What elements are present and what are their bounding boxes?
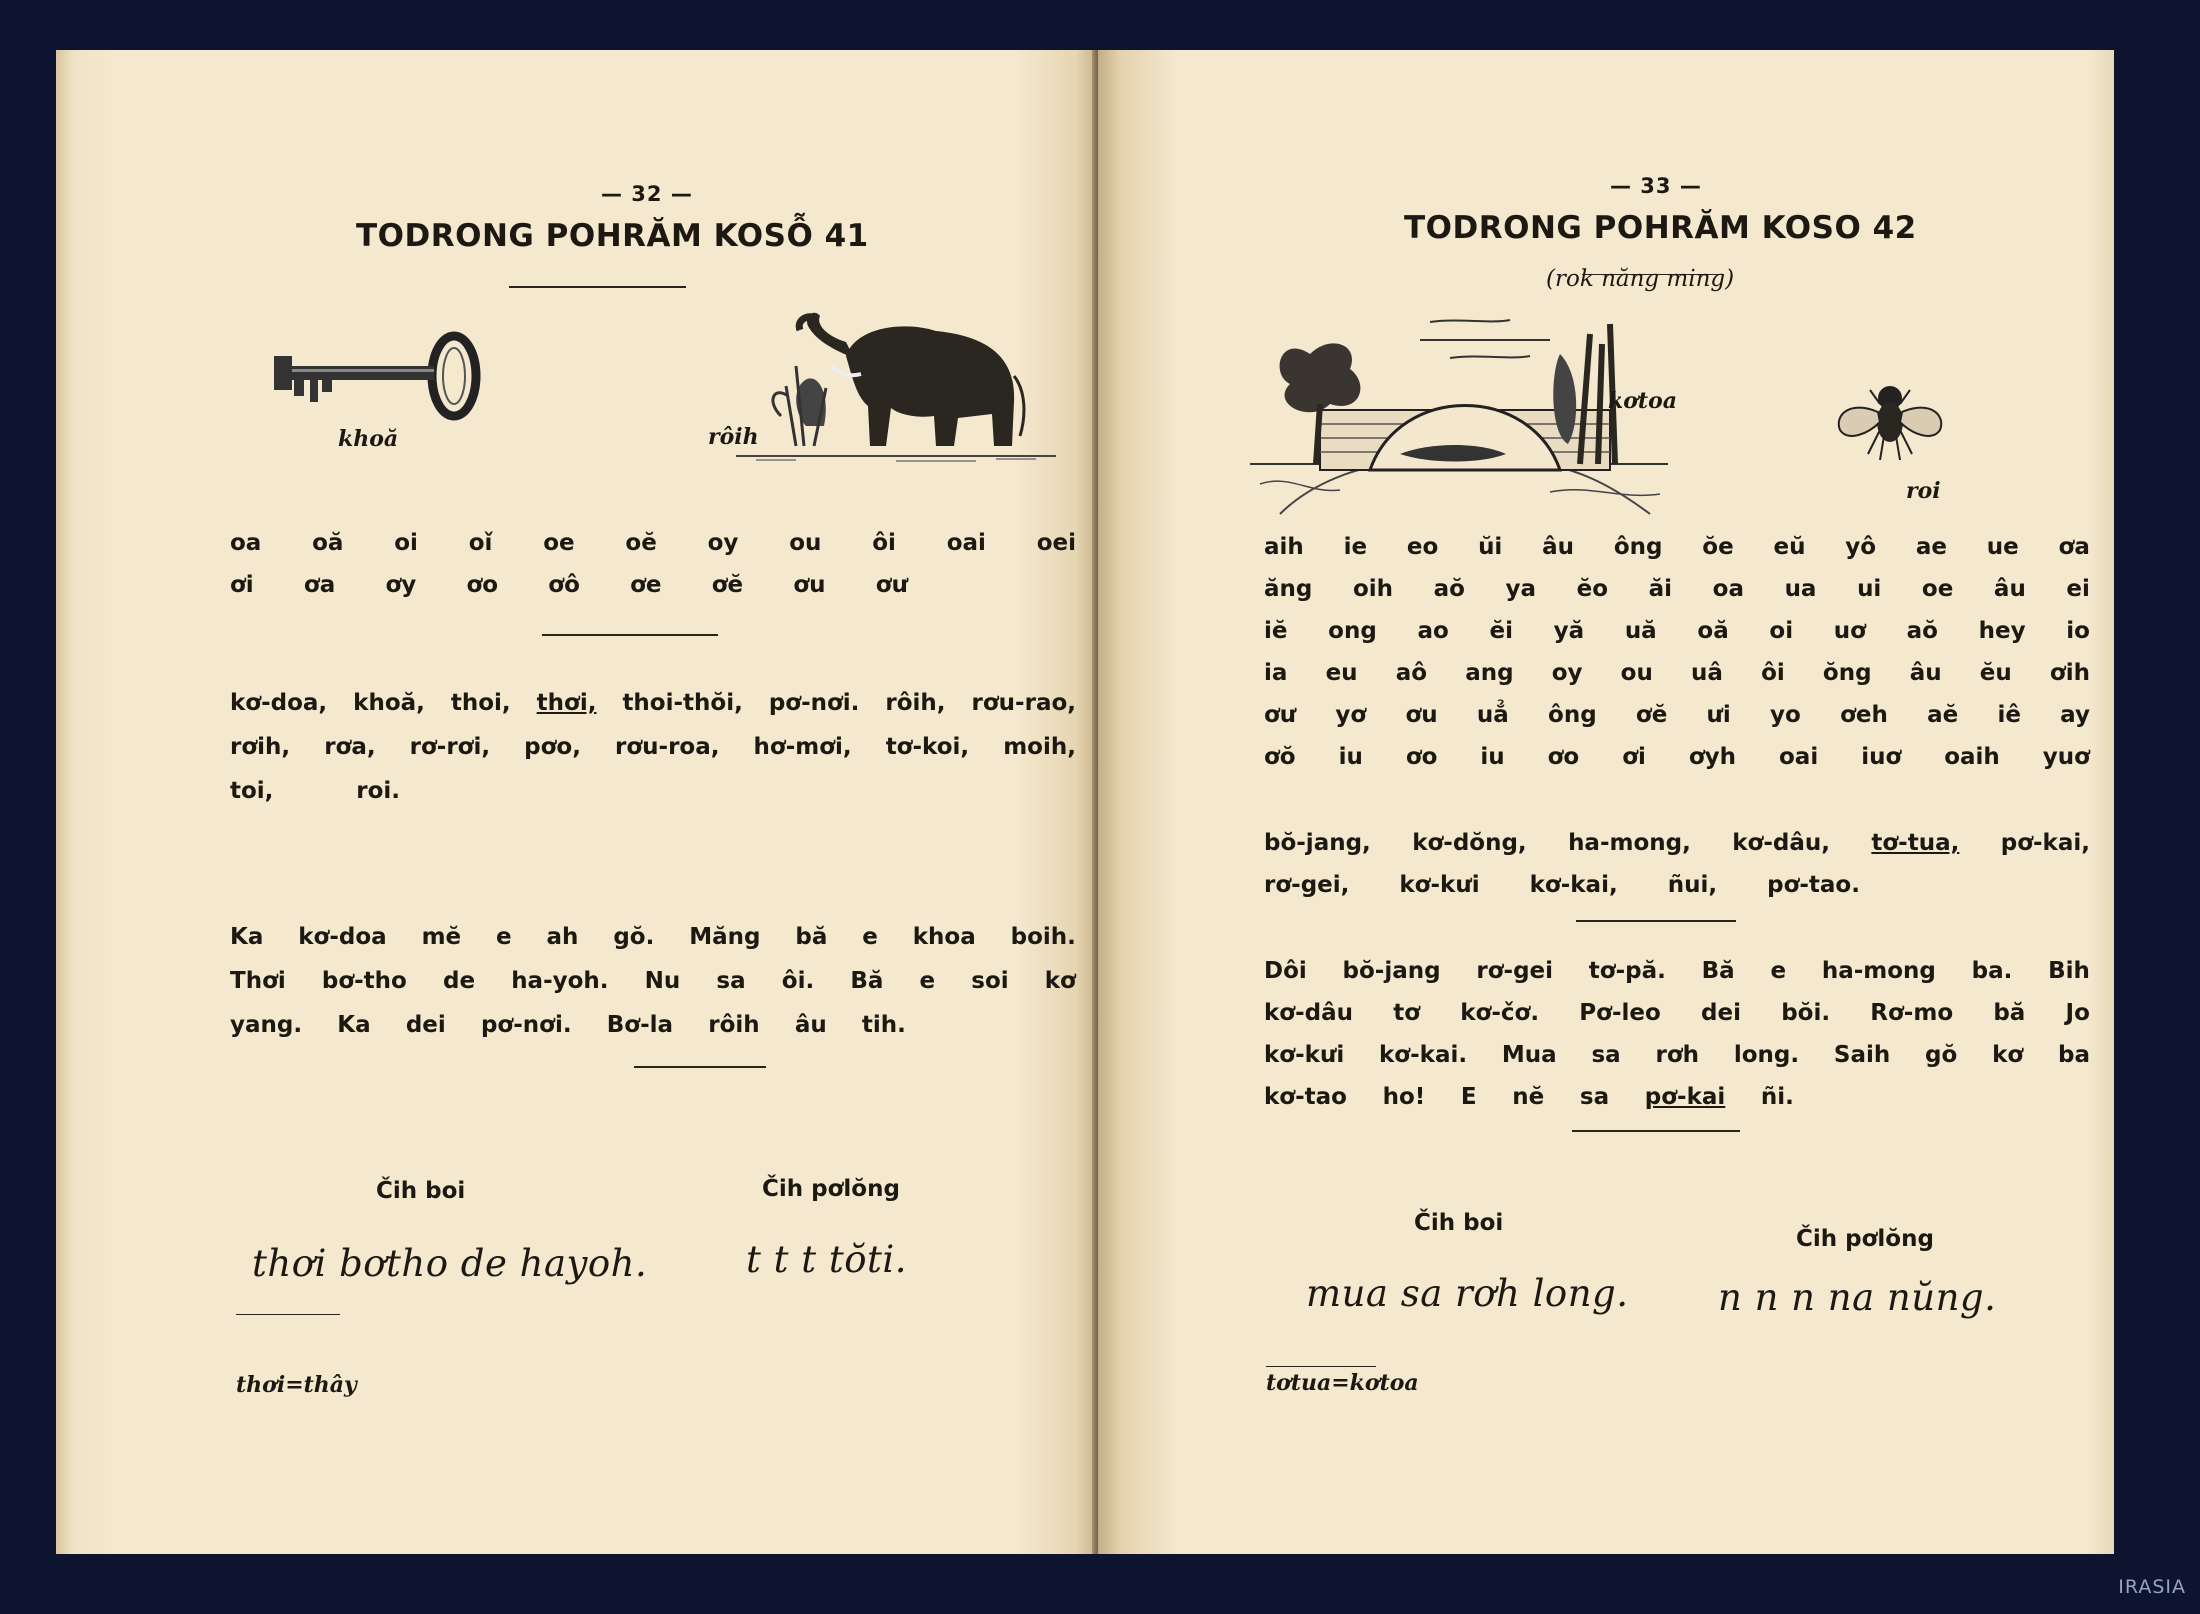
vowel-row-1: oa oă oi oǐ oe oĕ oy ou ôi oai oei [230, 530, 1076, 556]
page-number: — 33 — [1610, 174, 1702, 198]
sentence-line-3: yang. Ka dei pơ-nơi. Bơ-la rôih âu tih. [230, 1012, 906, 1038]
section-rule [1572, 1130, 1740, 1132]
open-book [56, 50, 2114, 1554]
writing-label-left: Čih boi [1414, 1210, 1504, 1236]
word-line-2: rơih, rơa, rơ-rơi, pơo, rơu-roa, hơ-mơi, tơ-koi, moih, [230, 734, 1076, 760]
footnote-rule [1266, 1366, 1376, 1367]
right-page [1098, 50, 2114, 1554]
vowel-row-3: iĕ ong ao ĕi yă uă oă oi uơ aŏ hey io [1264, 618, 2090, 644]
section-rule [634, 1066, 766, 1068]
bridge-illustration [1250, 314, 1668, 516]
section-rule [1576, 920, 1736, 922]
bridge-caption: kơtoa [1608, 388, 1678, 414]
handwriting-left: mua sa rơh long. [1306, 1272, 1629, 1315]
handwriting-right: n n n na nŭng. [1718, 1276, 1997, 1319]
vowel-row-2: ơi ơa ơy ơo ơô ơe ơĕ ơu ơư [230, 572, 908, 598]
footnote-rule [236, 1314, 340, 1315]
lesson-title: TODRONG POHRĂM KOSỖ 41 [356, 218, 869, 254]
left-page [56, 50, 1096, 1554]
sentence-line-3: kơ-kưi kơ-kai. Mua sa rơh long. Saih gŏ kơ ba [1264, 1042, 2090, 1068]
underlined-word: tơ-tua, [1871, 830, 1960, 856]
watermark: IRASIA [2118, 1576, 2186, 1598]
vowel-row-2: ăng oih aŏ ya ĕo ăi oa ua ui oe âu ei [1264, 576, 2090, 602]
key-caption: khoă [338, 426, 399, 452]
page-number: — 32 — [601, 182, 693, 206]
writing-label-right: Čih pơlŏng [1796, 1226, 1934, 1252]
handwriting-left: thơi bơtho de hayoh. [252, 1242, 648, 1285]
word-line-1: bŏ-jang, kơ-dŏng, ha-mong, kơ-dâu, tơ-tua, pơ-kai, [1264, 830, 2090, 856]
sentence-line-2: Thơi bơ-tho de ha-yoh. Nu sa ôi. Bă e soi kơ [230, 968, 1076, 994]
underlined-word: thơi, [536, 690, 597, 716]
writing-label-right: Čih pơlŏng [762, 1176, 900, 1202]
vowel-row-5: ơư yơ ơu uẳ ông ơĕ ưi yo ơeh aĕ iê ay [1264, 702, 2090, 728]
handwriting-right: t t t tŏti. [746, 1238, 907, 1281]
vowel-row-6: ơŏ iu ơo iu ơo ơi ơyh oai iuơ oaih yuơ [1264, 744, 2090, 770]
section-rule [542, 634, 718, 636]
footnote: tơtua=kơtoa [1266, 1370, 1419, 1396]
lesson-title: TODRONG POHRĂM KOSO 42 [1404, 210, 1917, 246]
title-rule [509, 286, 686, 288]
sentence-line-4: kơ-tao ho! E nĕ sa pơ-kai ñi. [1264, 1084, 1794, 1110]
footnote: thơi=thây [236, 1372, 357, 1398]
vowel-row-4: ia eu aô ang oy ou uâ ôi ŏng âu ĕu ơih [1264, 660, 2090, 686]
word-line-2: rơ-gei, kơ-kưi kơ-kai, ñui, pơ-tao. [1264, 872, 1860, 898]
writing-label-left: Čih boi [376, 1178, 466, 1204]
sentence-line-1: Dôi bŏ-jang rơ-gei tơ-pă. Bă e ha-mong ba. Bih [1264, 958, 2090, 984]
fly-illustration [1830, 360, 1950, 470]
word-line-3: toi, roi. [230, 778, 400, 804]
underlined-word: pơ-kai [1644, 1084, 1726, 1110]
sentence-line-1: Ka kơ-doa mĕ e ah gŏ. Măng bă e khoa boih. [230, 924, 1076, 950]
fly-caption: roi [1906, 478, 1941, 504]
sentence-line-2: kơ-dâu tơ kơ-čơ. Pơ-leo dei bŏi. Rơ-mo bă Jo [1264, 1000, 2090, 1026]
word-line-1: kơ-doa, khoă, thoi, thơi, thoi-thŏi, pơ-nơi. rôih, rơu-rao, [230, 690, 1076, 716]
elephant-caption: rôih [708, 424, 759, 450]
vowel-row-1: aih ie eo ŭi âu ông ŏe eŭ yô ae ue ơa [1264, 534, 2090, 560]
key-illustration [264, 326, 490, 426]
lesson-subtitle: (rok năng ming) [1546, 266, 1735, 292]
